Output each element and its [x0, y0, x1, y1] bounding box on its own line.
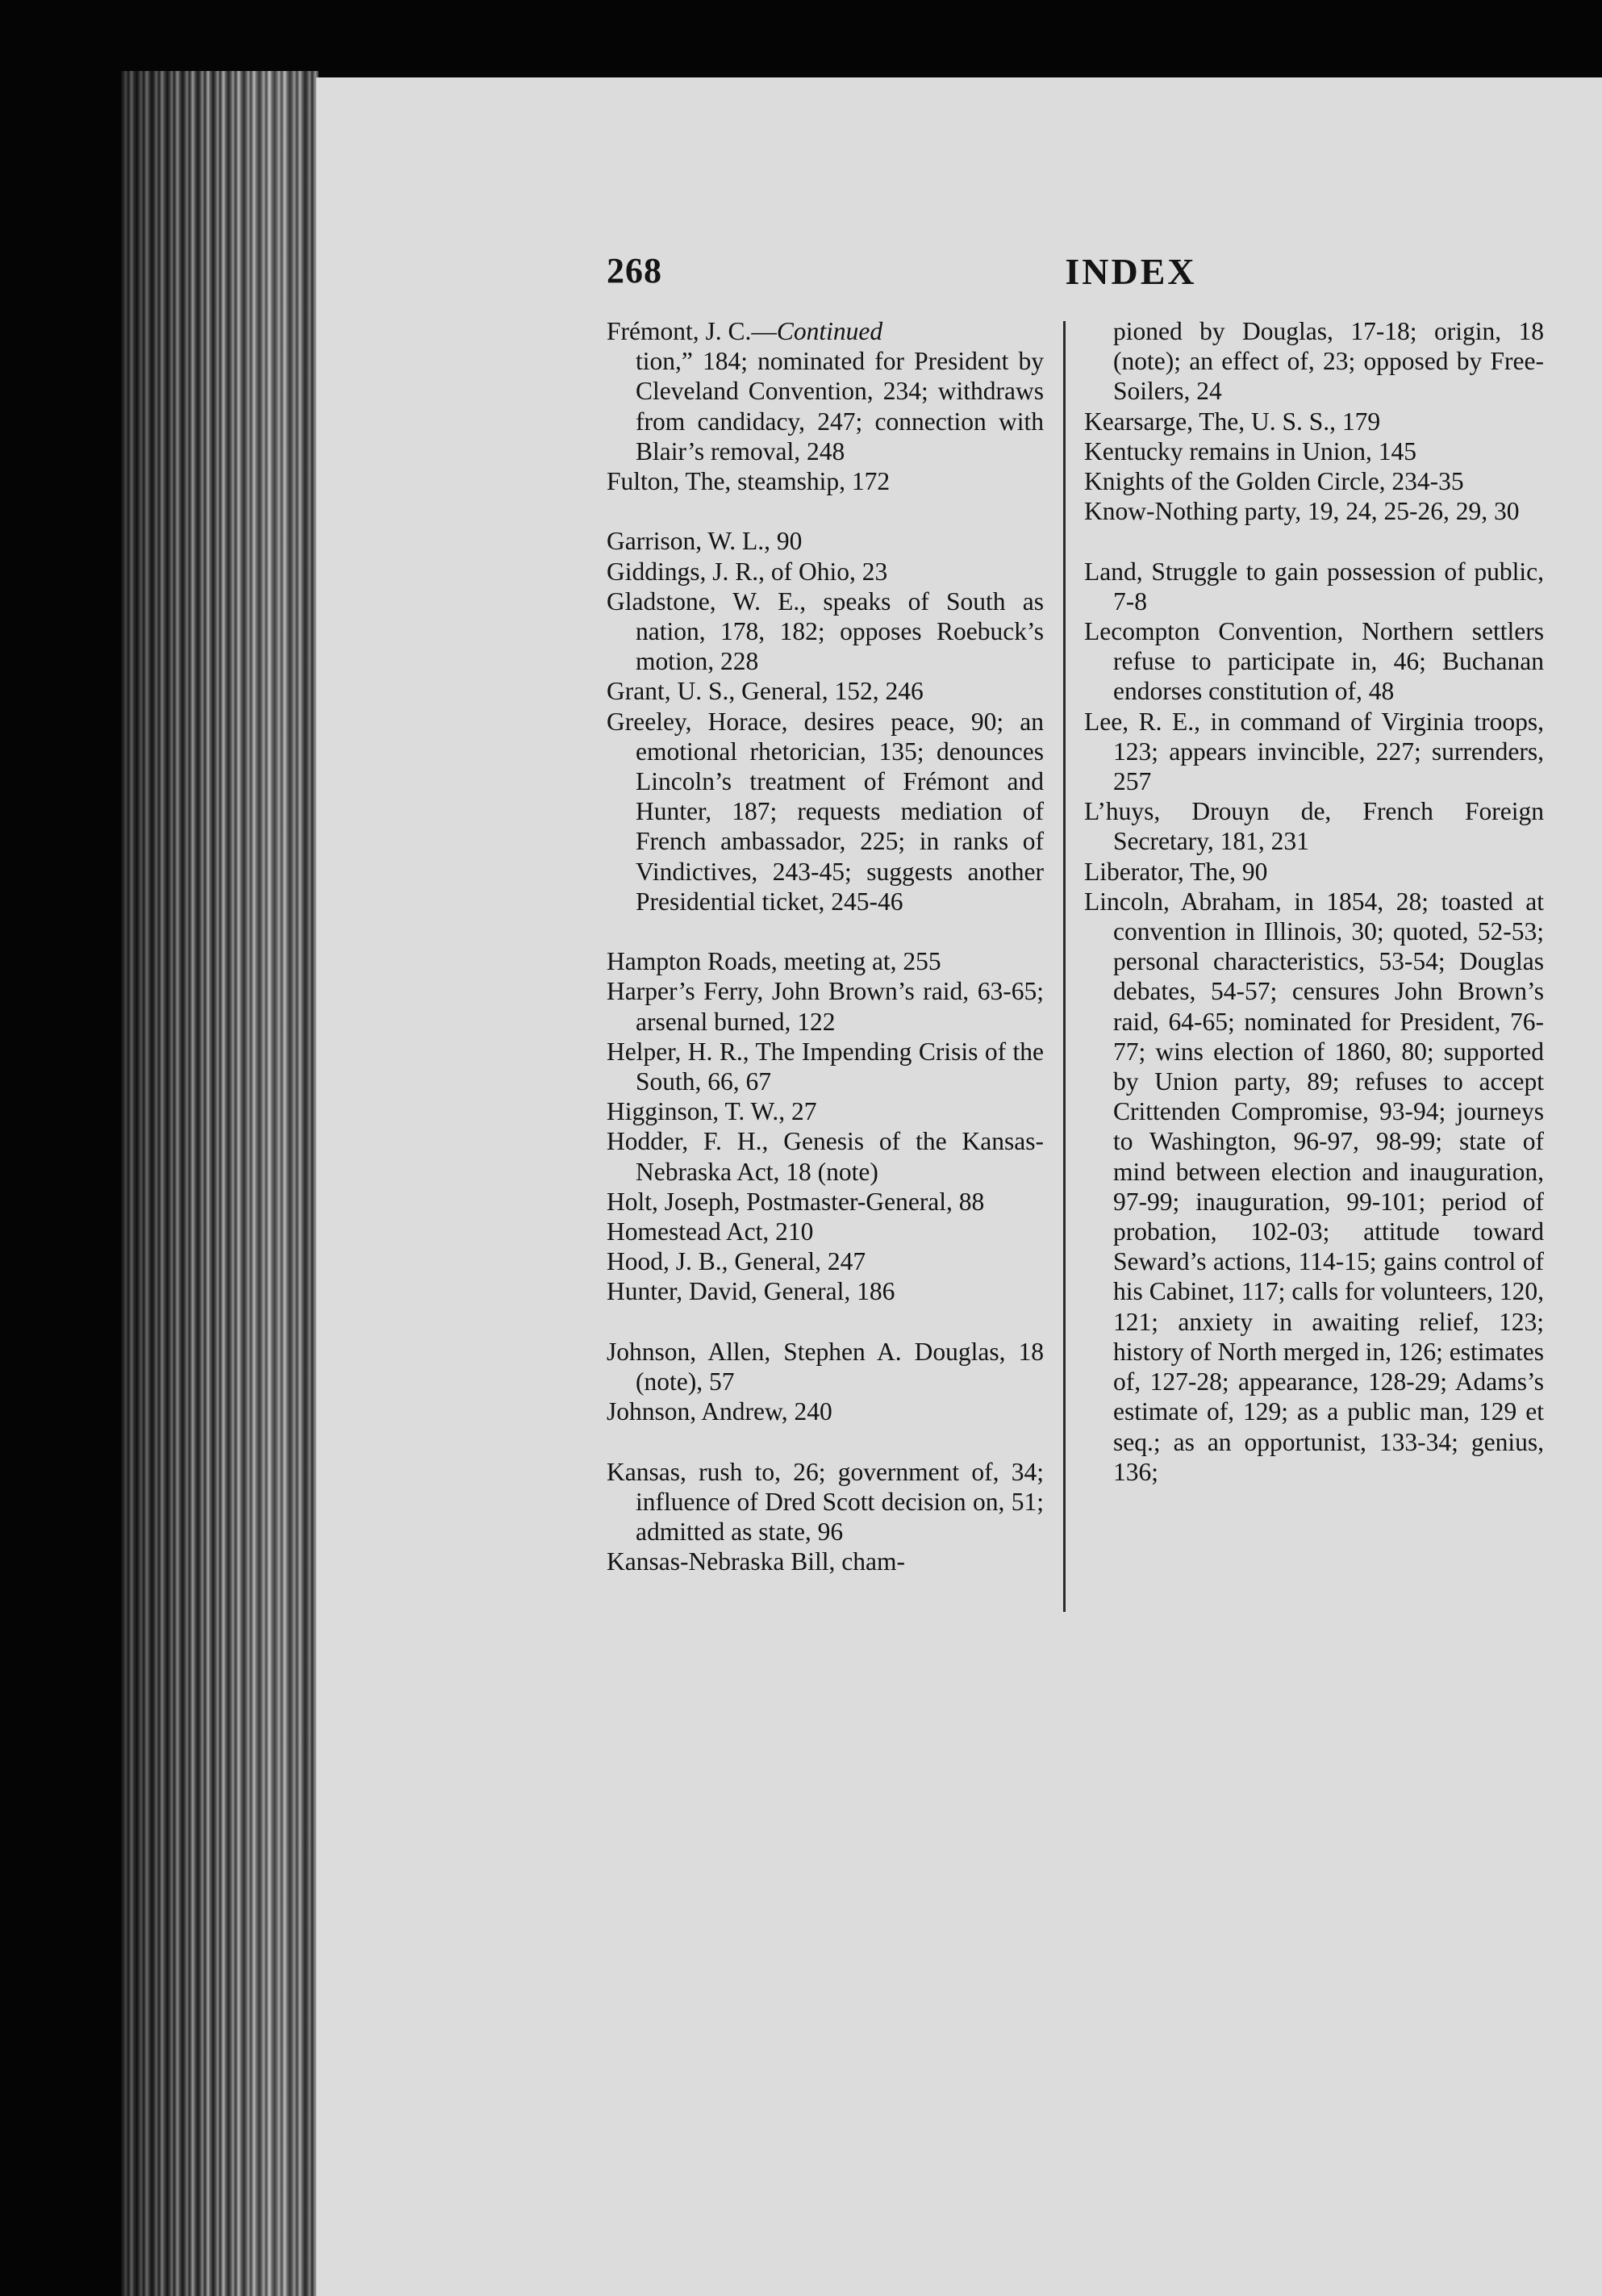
index-entry-text: Kansas, rush to, 26; government of, 34; influence of Dred Scott decision on, 51; admitted as state, 96 — [607, 1457, 1044, 1547]
index-entry — [607, 466, 1044, 496]
index-entry — [607, 1187, 1044, 1217]
spine-shadow — [121, 71, 319, 2296]
index-entry-text: Lee, R. E., in command of Virginia troops, 123; appears invincible, 227; surrenders, 257 — [1084, 707, 1544, 796]
index-entry-text: Fulton, The, steamship, 172 — [607, 467, 891, 496]
index-entry — [607, 557, 1044, 587]
index-column-left — [607, 316, 1044, 1576]
index-entry-text: Gladstone, W. E., speaks of South as nation, 178, 182; opposes Roebuck’s motion, 228 — [607, 587, 1044, 676]
index-entry — [607, 526, 1044, 556]
index-entry — [607, 1457, 1044, 1547]
continued-label: Continued — [776, 317, 883, 345]
index-entry — [607, 707, 1044, 916]
index-entry — [1084, 407, 1544, 436]
running-head: INDEX — [1065, 251, 1197, 292]
index-entry — [607, 676, 1044, 706]
index-entry — [607, 1547, 1044, 1576]
index-entry — [607, 1037, 1044, 1096]
index-entry — [607, 946, 1044, 976]
index-entry — [1084, 316, 1544, 407]
entry-gap — [607, 496, 1044, 526]
index-entry-text: L’huys, Drouyn de, French Foreign Secretary, 181, 231 — [1084, 797, 1544, 856]
entry-gap — [1084, 526, 1544, 556]
index-entry-text: Hunter, David, General, 186 — [607, 1277, 895, 1306]
index-entry — [1084, 707, 1544, 797]
index-entry — [1084, 857, 1544, 887]
index-entry — [607, 1276, 1044, 1306]
entry-gap — [607, 1426, 1044, 1456]
index-entry-text: Holt, Joseph, Postmaster-General, 88 — [607, 1187, 985, 1216]
page-number: 268 — [607, 251, 662, 290]
index-entry-text: Garrison, W. L., 90 — [607, 527, 803, 556]
index-entry — [1084, 616, 1544, 707]
index-entry-text: Knights of the Golden Circle, 234-35 — [1084, 467, 1464, 496]
index-entry — [607, 1217, 1044, 1246]
index-entry-text: tion,” 184; nominated for President by Cleveland Convention, 234; withdraws from candidacy, 247; connection with Blair’s removal, 248 — [636, 347, 1044, 465]
index-entry — [607, 587, 1044, 677]
index-entry-text: Giddings, J. R., of Ohio, 23 — [607, 557, 888, 586]
index-entry — [607, 316, 1044, 346]
index-entry — [1084, 496, 1544, 526]
index-entry-text: Hampton Roads, meeting at, 255 — [607, 947, 941, 976]
index-entry-text: Homestead Act, 210 — [607, 1217, 814, 1246]
index-entry — [1084, 436, 1544, 466]
index-entry-text: Liberator, The, 90 — [1084, 857, 1268, 886]
index-entry-text: pioned by Douglas, 17-18; origin, 18 (note); an effect of, 23; opposed by Free-Soilers, 24 — [1113, 317, 1544, 406]
index-entry-text: Kearsarge, The, U. S. S., 179 — [1084, 407, 1381, 436]
index-entry — [1084, 557, 1544, 616]
entry-gap — [607, 1307, 1044, 1337]
index-entry — [607, 1246, 1044, 1276]
entry-gap — [607, 916, 1044, 946]
index-entry-text: Frémont, J. C.— — [607, 317, 777, 345]
index-entry-text: Higginson, T. W., 27 — [607, 1097, 817, 1126]
index-entry — [1084, 796, 1544, 856]
index-entry — [1084, 466, 1544, 496]
index-entry-text: Hodder, F. H., Genesis of the Kansas-Nebraska Act, 18 (note) — [607, 1127, 1044, 1186]
index-entry-text: Land, Struggle to gain possession of public, 7-8 — [1084, 557, 1544, 616]
index-entry-text: Lincoln, Abraham, in 1854, 28; toasted at convention in Illinois, 30; quoted, 52-53; personal characteristics, 53-54; Douglas debates, 54-57; censures John Brown’s raid, 64-65; nominated for President, 76-77; wins election of 1860, 80; supported by Union party, 89; refuses to accept Crittenden Compromise, 93-94; journeys to Washington, 96-97, 98-99; state of mind between election and inauguration, 97-99; inauguration, 99-101; period of probation, 102-03; attitude toward Seward’s actions, 114-15; gains control of his Cabinet, 117; calls for volunteers, 120, 121; anxiety in awaiting relief, 123; history of North merged in, 126; estimates of, 127-28; appearance, 128-29; Adams’s estimate of, 129; as a public man, 129 et seq.; as an opportunist, 133-34; genius, 136; — [1084, 887, 1544, 1486]
page-header — [607, 250, 1583, 298]
index-entry-text: Harper’s Ferry, John Brown’s raid, 63-65; arsenal burned, 122 — [607, 977, 1044, 1036]
index-entry-text: Lecompton Convention, Northern settlers refuse to participate in, 46; Buchanan endorses constitution of, 48 — [1084, 617, 1544, 706]
column-divider — [1063, 321, 1066, 1612]
index-entry-text: Johnson, Allen, Stephen A. Douglas, 18 (note), 57 — [607, 1337, 1044, 1396]
index-entry-text: Greeley, Horace, desires peace, 90; an emotional rhetorician, 135; denounces Lincoln’s treatment of Frémont and Hunter, 187; requests mediation of French ambassador, 225; in ranks of Vindictives, 243-45; suggests another Presidential ticket, 245-46 — [607, 707, 1044, 916]
index-column-right — [1084, 316, 1544, 1487]
index-entry-text: Kansas-Nebraska Bill, cham- — [607, 1547, 906, 1576]
index-entry-text: Grant, U. S., General, 152, 246 — [607, 677, 924, 706]
index-entry — [607, 1396, 1044, 1426]
index-entry-text: Hood, J. B., General, 247 — [607, 1247, 866, 1276]
index-entry-text: Johnson, Andrew, 240 — [607, 1397, 832, 1426]
index-entry — [1084, 887, 1544, 1487]
index-entry — [607, 1337, 1044, 1396]
index-entry — [607, 976, 1044, 1036]
index-entry-text: Helper, H. R., The Impending Crisis of the South, 66, 67 — [607, 1037, 1044, 1096]
index-entry-text: Know-Nothing party, 19, 24, 25-26, 29, 30 — [1084, 497, 1520, 526]
index-entry — [607, 346, 1044, 466]
index-entry-text: Kentucky remains in Union, 145 — [1084, 436, 1417, 465]
index-entry — [607, 1096, 1044, 1126]
index-entry — [607, 1126, 1044, 1186]
